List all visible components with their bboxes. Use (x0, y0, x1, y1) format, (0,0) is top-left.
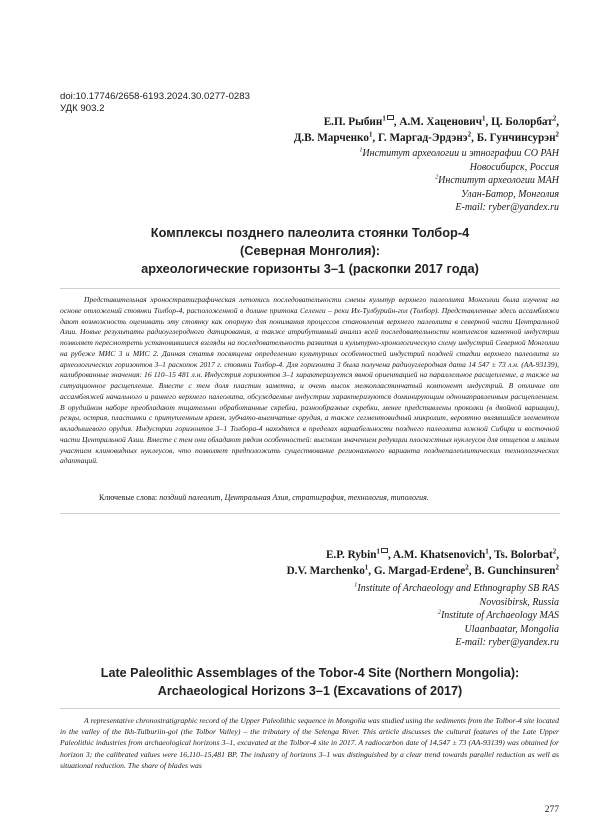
en-affil-line-3 (354, 609, 559, 623)
doi: doi:10.17746/2658-6193.2024.30.0277-0283 (60, 91, 250, 102)
comma: , (556, 549, 559, 561)
en-authors (287, 547, 559, 579)
en-affil-city-2: Ulaanbaatar, Mongolia (464, 623, 559, 635)
udk-code: УДК 903.2 (60, 103, 105, 114)
affil-sup: 1 (382, 114, 386, 123)
ru-author-marchenko: Д.В. Марченко (293, 132, 369, 144)
en-affil-institute-2: Institute of Archaeology MAS (440, 610, 559, 622)
divider (60, 708, 560, 709)
ru-authors-line-1 (294, 114, 559, 130)
ru-affil-institute-2: Институт археологии МАН (438, 175, 559, 187)
en-affil-city-1: Novosibirsk, Russia (479, 596, 559, 608)
ru-author-gunchinsuren: , Б. Гунчинсурэн (471, 132, 556, 144)
en-author-rybin: E.P. Rybin (325, 549, 377, 561)
email-envelope-icon (387, 115, 394, 120)
en-title-line-1: Late Paleolithic Assemblages of the Tobor-4 Site (Northern Mongolia): (100, 666, 520, 680)
affil-sup: 2 (552, 114, 557, 123)
affil-sup: 2 (555, 130, 559, 139)
ru-affil-city-2: Улан-Батор, Монголия (461, 188, 559, 200)
divider (60, 288, 560, 289)
en-authors-line-2 (287, 563, 559, 579)
ru-affil-line-3 (359, 174, 559, 188)
en-title (60, 664, 560, 700)
email-envelope-icon (381, 548, 388, 553)
ru-email: E-mail: ryber@yandex.ru (455, 202, 559, 214)
en-author-khatsenovich: , A.M. Khatsenovich (387, 549, 486, 561)
ru-title-line-3: археологические горизонты 3–1 (раскопки 2017 года) (141, 261, 479, 276)
ru-affil-city-1: Новосибирск, Россия (469, 161, 559, 173)
ru-authors (294, 114, 559, 146)
affil-sup: 1 (368, 130, 373, 139)
page-number: 277 (544, 805, 559, 815)
ru-title-line-1: Комплексы позднего палеолита стоянки Толбор-4 (150, 225, 470, 240)
ru-affil-line-1 (359, 147, 559, 161)
ru-abstract: Представительная хроностратиграфическая летопись последовательности смены культур верхнего палеолита Монголии была изучена на основе отложений стоянки Толбор-4, расположенной в долине притока Селенги – реки Их-Тулбурийн-гол (Толбор). Представленные здесь ассамбляжи дают возможность оценивать эту стоянку как опорную для понимания процессов становления верхнего палеолита в северной части Центральной Азии. Новые результаты радиоуглеродного датирования, а также атрибутивный анализ всей последовательности комплексов каменной индустрии позволяет пересмотреть установившиеся взгляды на последовательность развития и культурно-хронологическую схему индустрий Северной Монголии на рубеже МИС 3 и МИС 2. Данная статья посвящена определению культурных особенностей индустрий поздней стадии верхнего палеолита из археологических горизонтов 3–1 раскопок 2017 г. стоянки Толбор-4. Для горизонта 3 была получена радиоуглеродная дата 14 547 ± 73 л.н. (АА-93139), калиброванные значения: 16 110–15 481 л.н. Индустрия горизонтов 3–1 характеризуется явной ориентацией на параллельное расщепление, а также на ситуационное расщепление. Вместе с тем доля пластин заметна, и очень высок мелкопластинчатый компонент индустрий. В отличие от ассамбляжей начального и раннего верхнего палеолита, обсуждаемые индустрии характеризуются доминирующим однонаправленным расщеплением. В орудийном наборе преобладают тщательно обработанные скребла, разнообразные скребки, менее представлены проколки (в двойной вариации), резцы, острия, пластинки с притупленным краем, зубчато-выемчатые орудия, а также сегментовидный микролит, вероятно являвшийся элементом вкладышевого орудия. Индустрии горизонтов 3–1 Толбора-4 находятся в пределах вариабельности позднего палеолита южной Сибири и восточной части Центральной Азии. Вместе с тем они обладают рядом особенностей: высоким значением редукции плоскостных нуклеусов для отщепов и малым участием клиновидных нуклеусов, что позволяет предположить существование регионального варианта позднепалеолитических технологических адаптаций. (60, 295, 559, 466)
ru-author-margad-erdene: , Г. Маргад-Эрдэнэ (372, 132, 468, 144)
affil-sup: 2 (555, 563, 559, 572)
en-authors-line-1 (287, 547, 559, 563)
ru-title (60, 224, 560, 278)
divider (60, 513, 560, 514)
ru-author-rybin: Е.П. Рыбин (323, 116, 383, 128)
affil-sup: 1 (482, 114, 486, 123)
en-affil-line-1 (354, 582, 559, 596)
en-author-margad-erdene: , G. Margad-Erdene (368, 565, 466, 577)
ru-authors-line-2 (294, 130, 559, 146)
affil-sup: 1 (485, 547, 489, 556)
en-author-marchenko: D.V. Marchenko (286, 565, 365, 577)
en-title-line-2: Archaeological Horizons 3–1 (Excavations of 2017) (157, 684, 463, 698)
keywords-list: поздний палеолит, Центральная Азия, стратиграфия, технология, типология. (159, 493, 429, 502)
ru-title-line-2: (Северная Монголия): (240, 243, 380, 258)
keywords-label: Ключевые слова: (99, 493, 158, 502)
affil-sup: 1 (354, 581, 358, 589)
en-email: E-mail: ryber@yandex.ru (455, 637, 559, 649)
affil-sup: 2 (465, 563, 469, 572)
affil-sup: 2 (552, 547, 557, 556)
en-affiliations (354, 582, 559, 650)
affil-sup: 1 (364, 563, 369, 572)
affil-sup: 2 (435, 173, 439, 181)
ru-affil-institute-1: Институт археологии и этнографии СО РАН (362, 148, 559, 159)
ru-author-bolorbat: , Ц. Болорбат (485, 116, 553, 128)
en-abstract: A representative chronostratigraphic record of the Upper Paleolithic sequence in Mongolia was studied using the sediments from the Tolbor-4 site located in the valley of the Ikh-Tulburiin-gol (the Tolbor Valley) – the tributary of the Selenga River. This article discusses the cultural features of the Late Upper Paleolithic industries from archaeological horizons 3–1, excavated at the Tolbor-4 site in 2017. A radiocarbon date of 14,547 ± 73 (AA-93139) was obtained for horizon 3; the calibrated values were 16,110–15,481 BP. The industry of horizons 3–1 was distinguished by a clear trend towards parallel reduction as well as situational reduction. The share of blades was (60, 716, 559, 770)
ru-keywords (99, 493, 429, 503)
affil-sup: 1 (376, 547, 380, 556)
affil-sup: 1 (359, 146, 363, 154)
comma: , (556, 116, 559, 128)
en-author-bolorbat: , Ts. Bolorbat (488, 549, 553, 561)
affil-sup: 2 (437, 608, 441, 616)
en-author-gunchinsuren: , B. Gunchinsuren (468, 565, 556, 577)
en-affil-institute-1: Institute of Archaeology and Ethnography SB RAS (357, 583, 559, 594)
affil-sup: 2 (467, 130, 472, 139)
ru-author-khatsenovich: , А.М. Хаценович (393, 116, 483, 128)
ru-affiliations (359, 147, 559, 215)
